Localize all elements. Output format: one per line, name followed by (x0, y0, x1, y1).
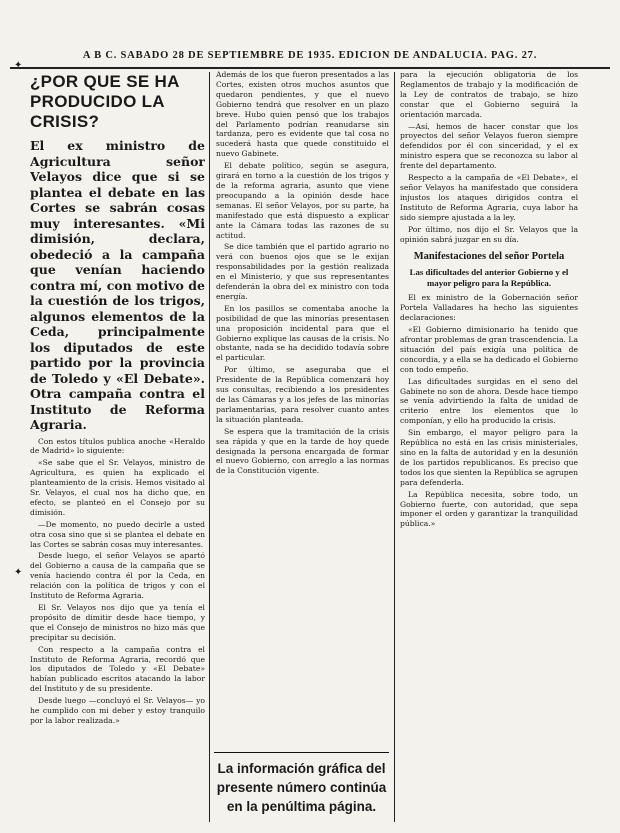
section-subhead-secondary: Las dificultades del anterior Gobierno y el mayor peligro para la República. (409, 267, 569, 289)
article-paragraph: Por último, se aseguraba que el Presidente de la República comenzará hoy sus consultas, recibiendo a los presidentes de las Cámaras y a los jefes de las minorías parlamentarias, para resolver cuanto antes la situación planteada. (216, 365, 389, 424)
article-headline: ¿POR QUE SE HA PRODUCIDO LA CRISIS? (30, 72, 180, 131)
article-paragraph: «El Gobierno dimisionario ha tenido que afrontar problemas de gran trascendencia. La situación del país exigía una política de concordia, y a ella se ha dedicado el Gobierno con todo empeño. (400, 325, 578, 374)
article-paragraph: En los pasillos se comentaba anoche la posibilidad de que las minorías presentasen una proposición incidental para que el Gobierno explique las causas de la crisis. No obstante, nada se ha decidido todavía sobre el particular. (216, 303, 389, 363)
section-subhead: Manifestaciones del señor Portela (413, 251, 565, 263)
article-paragraph: —De momento, no puedo decirle a usted otra cosa sino que si se plantea el debate en las Cortes se sabrán cosas muy interesantes. (30, 519, 205, 549)
article-paragraph: El Sr. Velayos nos dijo que ya tenía el propósito de dimitir desde hace tiempo, y que el Consejo de ministros no hizo más que precipitar su decisión. (30, 603, 205, 642)
article-paragraph: Se espera que la tramitación de la crisis sea rápida y que en la tarde de hoy quede designada la persona encargada de formar el nuevo Gobierno, con arreglo a las normas de la Constitución vigente. (216, 426, 389, 476)
article-paragraph: «Se sabe que el Sr. Velayos, ministro de Agricultura, es quien ha explicado el planteamiento de la crisis. Hemos visitado al Sr. Velayos, el cual nos ha dicho que, en efecto, se planteó en el Consejo por su dimisión. (30, 458, 205, 517)
page-margin-mark: ✦ (14, 60, 23, 71)
article-paragraph: Desde luego, el señor Velayos se apartó del Gobierno a causa de la campaña que se venía haciendo contra él por la Ceda, en relación con la política de trigos y con el Instituto de Reforma Agraria. (30, 551, 205, 601)
article-paragraph: Desde luego —concluyó el Sr. Velayos— yo he cumplido con mi deber y estoy tranquilo por la labor realizada.» (30, 696, 205, 725)
article-paragraph: Se dice también que el partido agrario no verá con buenos ojos que se le exijan responsabilidades por la gestión realizada en el Ministerio, y que sus representantes defenderán la obra del ex ministro con toda energía. (216, 242, 389, 301)
article-paragraph: Por último, nos dijo el Sr. Velayos que la opinión sabrá juzgar en su día. (400, 224, 578, 244)
column-divider-1 (209, 72, 210, 822)
column-1 (30, 70, 205, 825)
page-header: A B C. SABADO 28 DE SEPTIEMBRE DE 1935. EDICION DE ANDALUCIA. PAG. 27. (82, 50, 538, 61)
column-divider-2 (394, 72, 395, 822)
article-paragraph: —Así, hemos de hacer constar que los proyectos del señor Velayos fueron siempre defendidos por él con sinceridad, y el ex ministro espera que se reconozca su labor al frente del departamento. (400, 121, 578, 171)
article-paragraph: Respecto a la campaña de «El Debate», el señor Velayos ha manifestado que considera injustos los ataques dirigidos contra el Instituto de Reforma Agraria, cuya labor ha sido siempre ajustada a la ley. (400, 173, 578, 222)
article-paragraph: para la ejecución obligatoria de los Reglamentos de trabajo y la modificación de la Ley de contratos de trabajo, se hizo constar que el Gobierno seguirá la orientación marcada. (400, 70, 578, 119)
article-paragraph: El debate político, según se asegura, girará en torno a la cuestión de los trigos y de la reforma agraria, asunto que viene preocupando a la opinión desde hace semanas. El señor Velayos, por su parte, ha manifestado que está dispuesto a explicar ante la Cámara todas las razones de su actitud. (216, 161, 389, 240)
article-paragraph: Sin embargo, el mayor peligro para la República no está en las crisis ministeriales, sino en la falta de autoridad y en la desunión de los partidos republicanos. Es preciso que todos los que sienten la República se agrupen para defenderla. (400, 428, 578, 487)
article-paragraph: Además de los que fueron presentados a las Cortes, existen otros muchos asuntos que quedaron pendientes, y que el nuevo Gobierno tendrá que resolver en un plazo breve. Hubo quien pensó que los trabajos del Parlamento podrían reanudarse sin tardanza, pero es evidente que tal cosa no sucederá hasta que quede constituido el nuevo Gabinete. (216, 70, 389, 159)
article-paragraph: La República necesita, sobre todo, un Gobierno fuerte, con autoridad, que sepa imponer el orden y garantizar la tranquilidad pública.» (400, 489, 578, 529)
article-paragraph: Con estos títulos publica anoche «Heraldo de Madrid» lo siguiente: (30, 436, 205, 456)
continuation-notice: La información gráfica del presente número continúa en la penúltima página. (214, 752, 389, 816)
page-margin-mark: ✦ (14, 567, 23, 578)
article-paragraph: El ex ministro de la Gobernación señor Portela Valladares ha hecho las siguientes declaraciones: (400, 293, 578, 323)
column-2 (216, 70, 389, 747)
header-rule (10, 67, 610, 69)
column-3 (400, 70, 578, 825)
article-lead: El ex ministro de Agricultura señor Velayos dice que si se plantea el debate en las Cortes se sabrán cosas muy interesantes. «Mi dimisión, declara, obedeció a la campaña que venían haciendo contra mí, con motivo de la cuestión de los trigos, algunos elementos de la Ceda, principalmente los diputados de este partido por la provincia de Toledo y «El Debate». Otra campaña contra el Instituto de Reforma Agraria. (30, 138, 205, 432)
article-paragraph: Las dificultades surgidas en el seno del Gabinete no son de ahora. Desde hace tiempo se venía advirtiendo la falta de unidad de criterio entre los elementos que lo componían, y ello ha producido la crisis. (400, 376, 578, 426)
article-paragraph: Con respecto a la campaña contra el Instituto de Reforma Agraria, recordó que los diputados de Toledo y «El Debate» habían publicado escritos atacando la labor del Instituto y de su presidente. (30, 644, 205, 694)
